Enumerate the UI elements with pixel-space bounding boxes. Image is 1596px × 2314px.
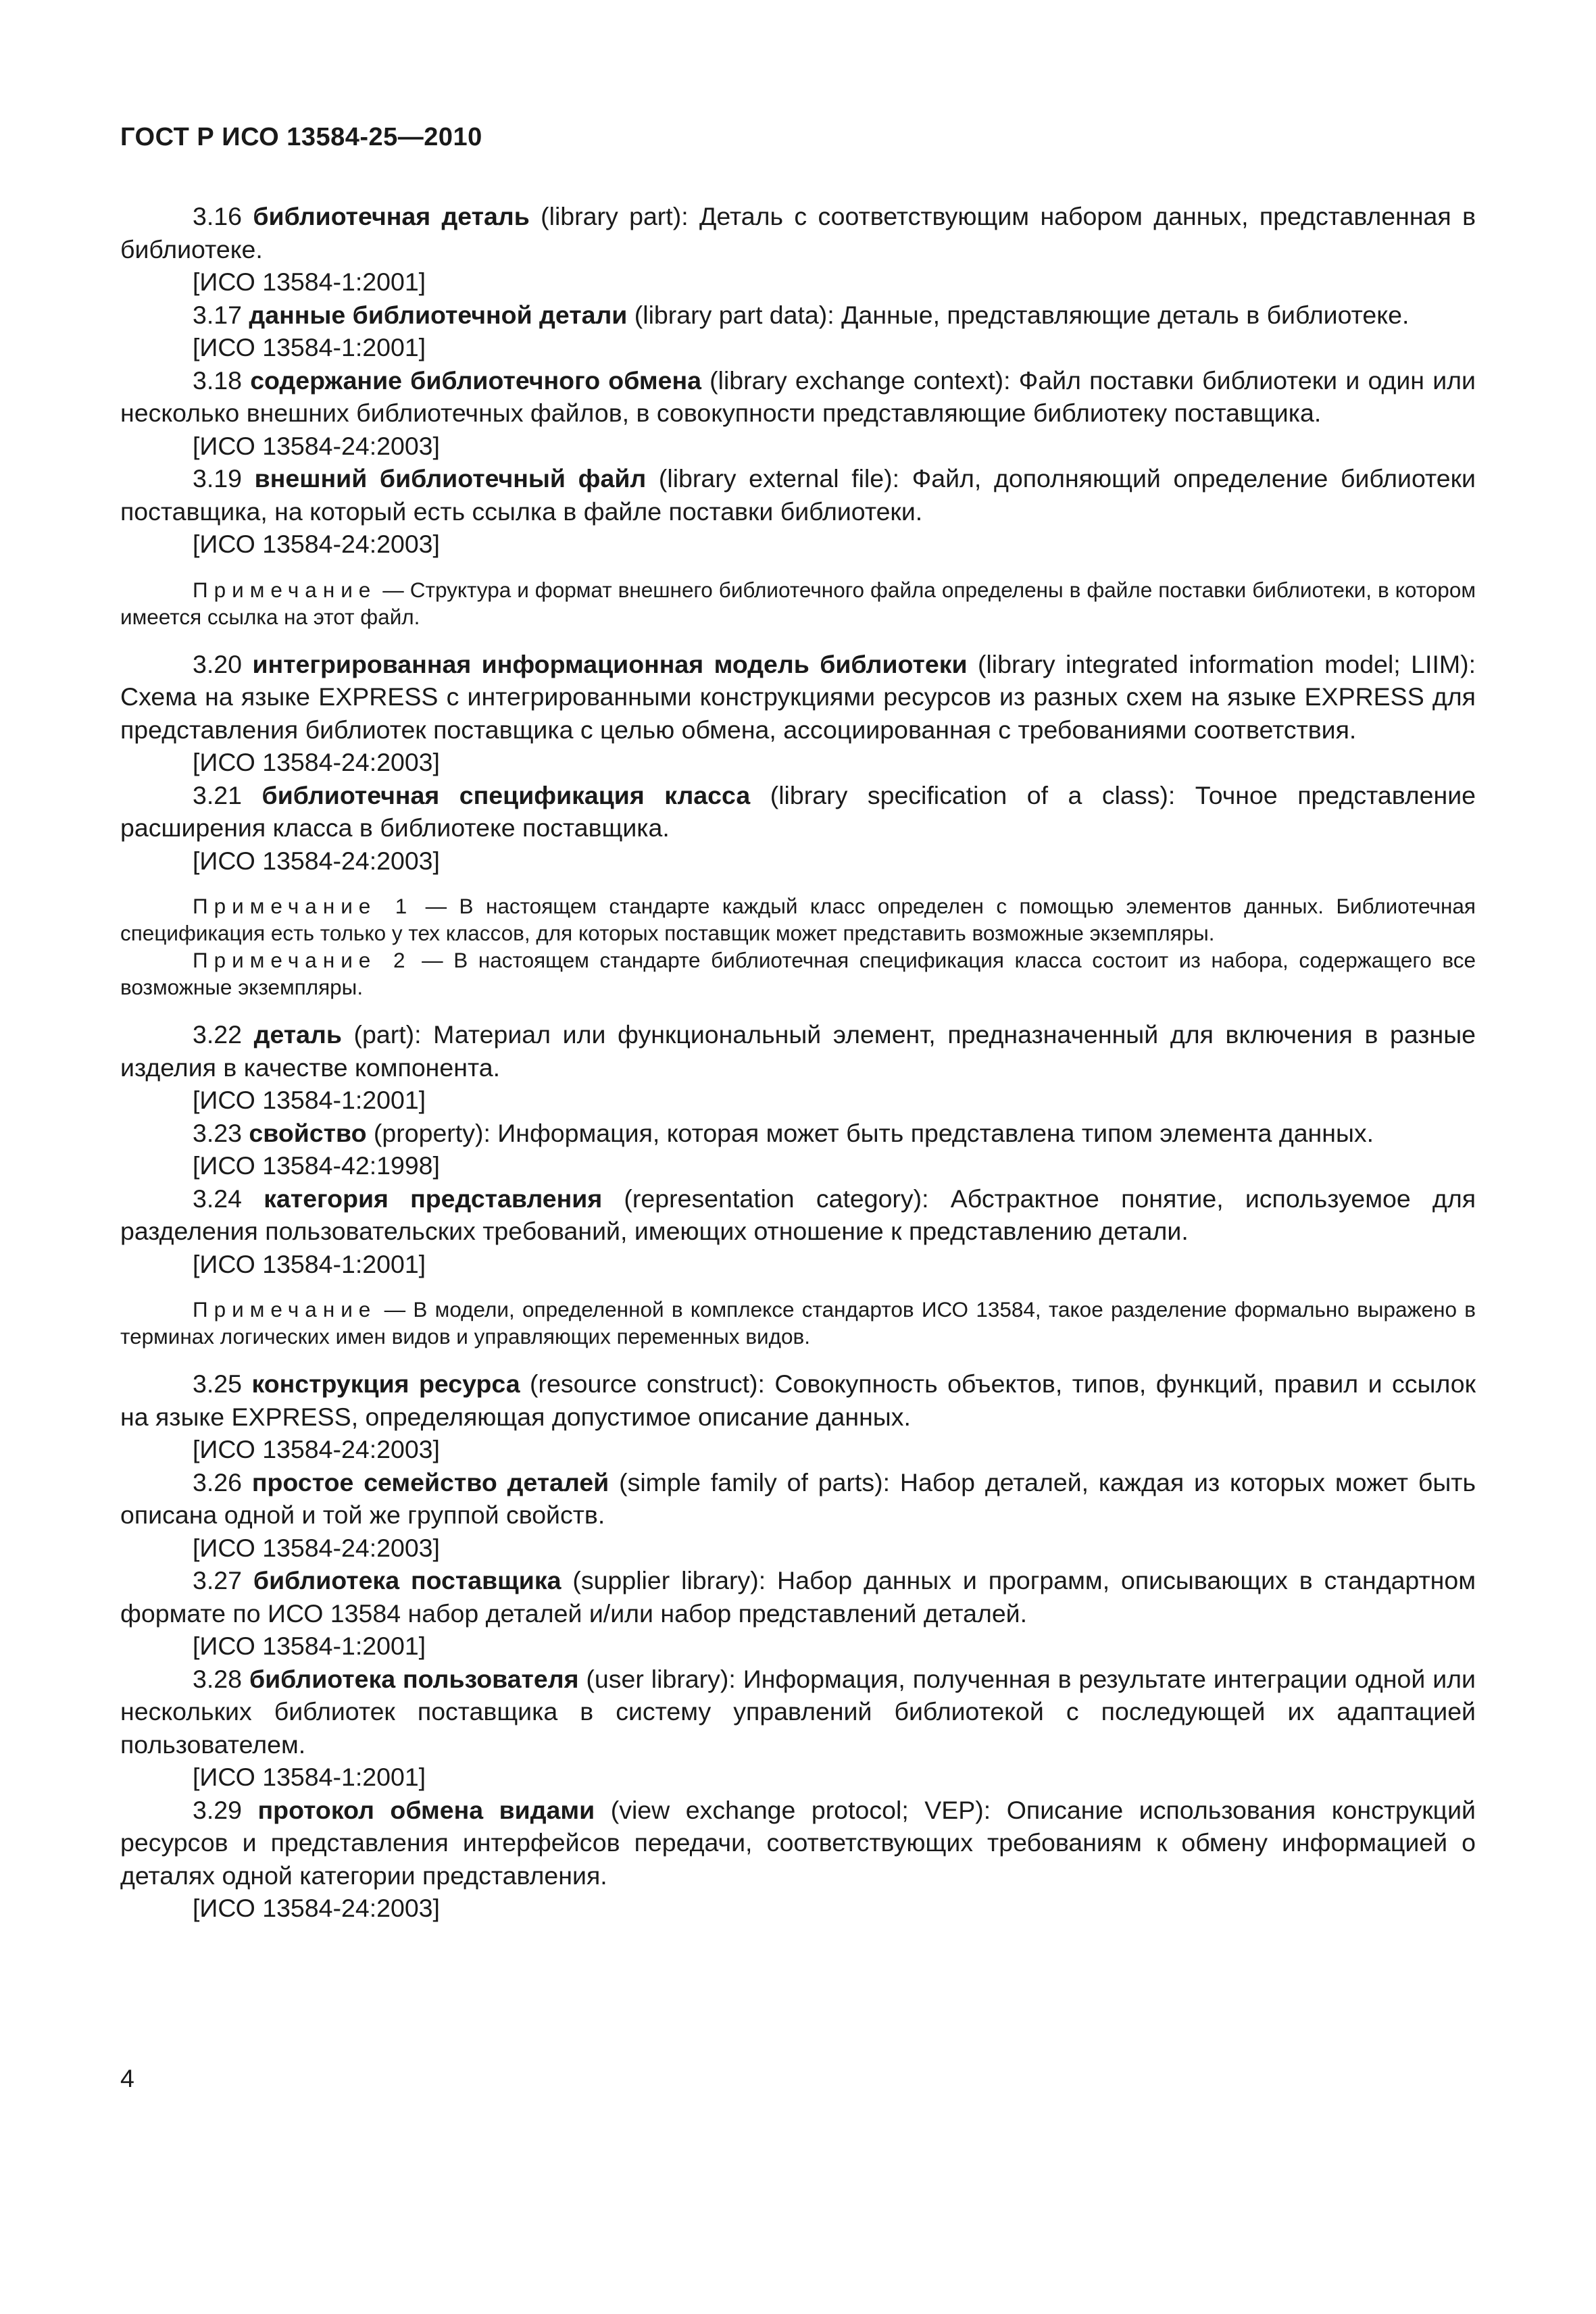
entry-reference: [ИСО 13584-24:2003] [193,530,440,558]
entry-number: 3.28 [193,1664,242,1693]
entry-term: данные библиотечной детали [249,300,628,329]
page-number: 4 [120,2064,134,2092]
entry-number: 3.29 [193,1795,242,1824]
note-text: — В настоящем стандарте библиотечная спецификация класса состоит из набора, содержащего все возможные экземпляры. [120,948,1476,999]
definition-entry [120,462,1476,528]
entry-definition: (library specification of a class): Точное представление расширения класса в библиотеке поставщика. [120,780,1476,842]
definition-entry [120,1466,1476,1532]
entry-number: 3.20 [193,649,242,678]
note-label: Примечание 1 [193,894,414,918]
entry-definition: (library external file): Файл, дополняющий определение библиотеки поставщика, на который есть ссылка в файле поставки библиотеки. [120,464,1476,526]
entry-definition: (library part): Деталь с соответствующим набором данных, представленная в библиотеке. [120,202,1476,263]
definition-entry [120,648,1476,747]
entry-term: конструкция ресурса [251,1369,520,1398]
definition-entry [120,1367,1476,1433]
entry-number: 3.21 [193,780,242,809]
entry-number: 3.24 [193,1184,242,1213]
entry-term: библиотечная спецификация класса [261,780,751,809]
definition-entry [120,299,1476,332]
note-text: — Структура и формат внешнего библиотечного файла определены в файле поставки библиотеки, в котором имеется ссылка на этот файл. [120,577,1476,629]
definition-entry [120,364,1476,430]
entry-definition: (view exchange protocol; VEP): Описание использования конструкций ресурсов и представления интерфейсов передачи, соответствующих требованиям к обмену информацией о деталях одной категории представления. [120,1795,1476,1890]
definition-entry [120,200,1476,266]
entry-reference: [ИСО 13584-24:2003] [193,1435,440,1463]
entry-number: 3.25 [193,1369,242,1398]
entry-reference: [ИСО 13584-1:2001] [193,333,426,361]
entry-number: 3.16 [193,202,242,230]
definition-entry [120,1663,1476,1761]
entry-term: протокол обмена видами [257,1795,595,1824]
entry-number: 3.17 [193,300,242,329]
entry-number: 3.27 [193,1566,242,1594]
entry-number: 3.23 [193,1118,242,1147]
entry-reference: [ИСО 13584-24:2003] [193,846,440,875]
document-header: ГОСТ Р ИСО 13584-25—2010 [120,123,482,151]
note [120,1296,1476,1350]
entry-reference: [ИСО 13584-24:2003] [193,748,440,776]
entry-definition: (library exchange context): Файл поставки библиотеки и один или несколько внешних библиотечных файлов, в совокупности представляющие библиотеку поставщика. [120,366,1476,427]
note-block [120,576,1476,630]
entry-reference: [ИСО 13584-1:2001] [193,1249,426,1278]
note [120,947,1476,1001]
definition-entry [120,1018,1476,1084]
entry-reference: [ИСО 13584-42:1998] [193,1151,440,1180]
entry-definition: (resource construct): Совокупность объектов, типов, функций, правил и ссылок на языке EXPRESS, определяющая допустимое описание данных. [120,1369,1476,1431]
note-label: Примечание 2 [193,948,412,972]
entry-definition: (property): Информация, которая может быть представлена типом элемента данных. [366,1118,1374,1147]
definition-entry [120,1117,1476,1150]
entry-number: 3.18 [193,366,242,395]
entry-number: 3.22 [193,1020,242,1049]
entry-definition: (representation category): Абстрактное понятие, используемое для разделения пользовательских требований, имеющих отношение к представлению детали. [120,1184,1476,1245]
entry-reference: [ИСО 13584-24:2003] [193,1533,440,1562]
entry-definition: (user library): Информация, полученная в результате интеграции одной или нескольких библиотек поставщика в систему управлений библиотекой с последующей их адаптацией пользователем. [120,1664,1476,1759]
entry-definition: (library integrated information model; LIIM): Схема на языке EXPRESS с интегрированными конструкциями ресурсов из разных схем на языке EXPRESS для представления библиотек поставщика с целью обмена, ассоциированная с требованиями соответствия. [120,649,1476,744]
definition-entry [120,1182,1476,1248]
definition-entry [120,1794,1476,1892]
note [120,576,1476,630]
entry-term: содержание библиотечного обмена [250,366,701,395]
entry-definition: (library part data): Данные, представляющие деталь в библиотеке. [627,300,1410,329]
entry-reference: [ИСО 13584-24:2003] [193,431,440,460]
entry-number: 3.19 [193,464,242,493]
entry-term: библиотека пользователя [249,1664,579,1693]
entry-definition: (supplier library): Набор данных и программ, описывающих в стандартном формате по ИСО 13584 набор деталей и/или набор представлений деталей. [120,1566,1476,1628]
note-label: Примечание [193,577,377,602]
entry-term: внешний библиотечный файл [254,464,647,493]
entry-term: библиотека поставщика [253,1566,562,1594]
entry-term: интегрированная информационная модель библиотеки [252,649,968,678]
note-block [120,1296,1476,1350]
entry-number: 3.26 [193,1467,242,1496]
definitions-list [120,200,1476,1925]
entry-term: деталь [253,1020,342,1049]
entry-term: категория представления [264,1184,603,1213]
note-text: — В настоящем стандарте каждый класс определен с помощью элементов данных. Библиотечная спецификация есть только у тех классов, для которых поставщик может представить возможные экземпляры. [120,894,1476,945]
note-block [120,892,1476,1001]
entry-reference: [ИСО 13584-24:2003] [193,1894,440,1922]
entry-reference: [ИСО 13584-1:2001] [193,1632,426,1660]
entry-reference: [ИСО 13584-1:2001] [193,1086,426,1114]
entry-term: свойство [249,1118,367,1147]
entry-definition: (part): Материал или функциональный элемент, предназначенный для включения в разные изделия в качестве компонента. [120,1020,1476,1082]
entry-definition: (simple family of parts): Набор деталей, каждая из которых может быть описана одной и той же группой свойств. [120,1467,1476,1529]
definition-entry [120,779,1476,845]
entry-reference: [ИСО 13584-1:2001] [193,268,426,296]
note [120,892,1476,947]
entry-reference: [ИСО 13584-1:2001] [193,1763,426,1791]
entry-term: библиотечная деталь [253,202,530,230]
note-label: Примечание [193,1297,377,1322]
definition-entry [120,1564,1476,1630]
entry-term: простое семейство деталей [251,1467,609,1496]
note-text: — В модели, определенной в комплексе стандартов ИСО 13584, такое разделение формально выражено в терминах логических имен видов и управляющих переменных видов. [120,1297,1476,1349]
